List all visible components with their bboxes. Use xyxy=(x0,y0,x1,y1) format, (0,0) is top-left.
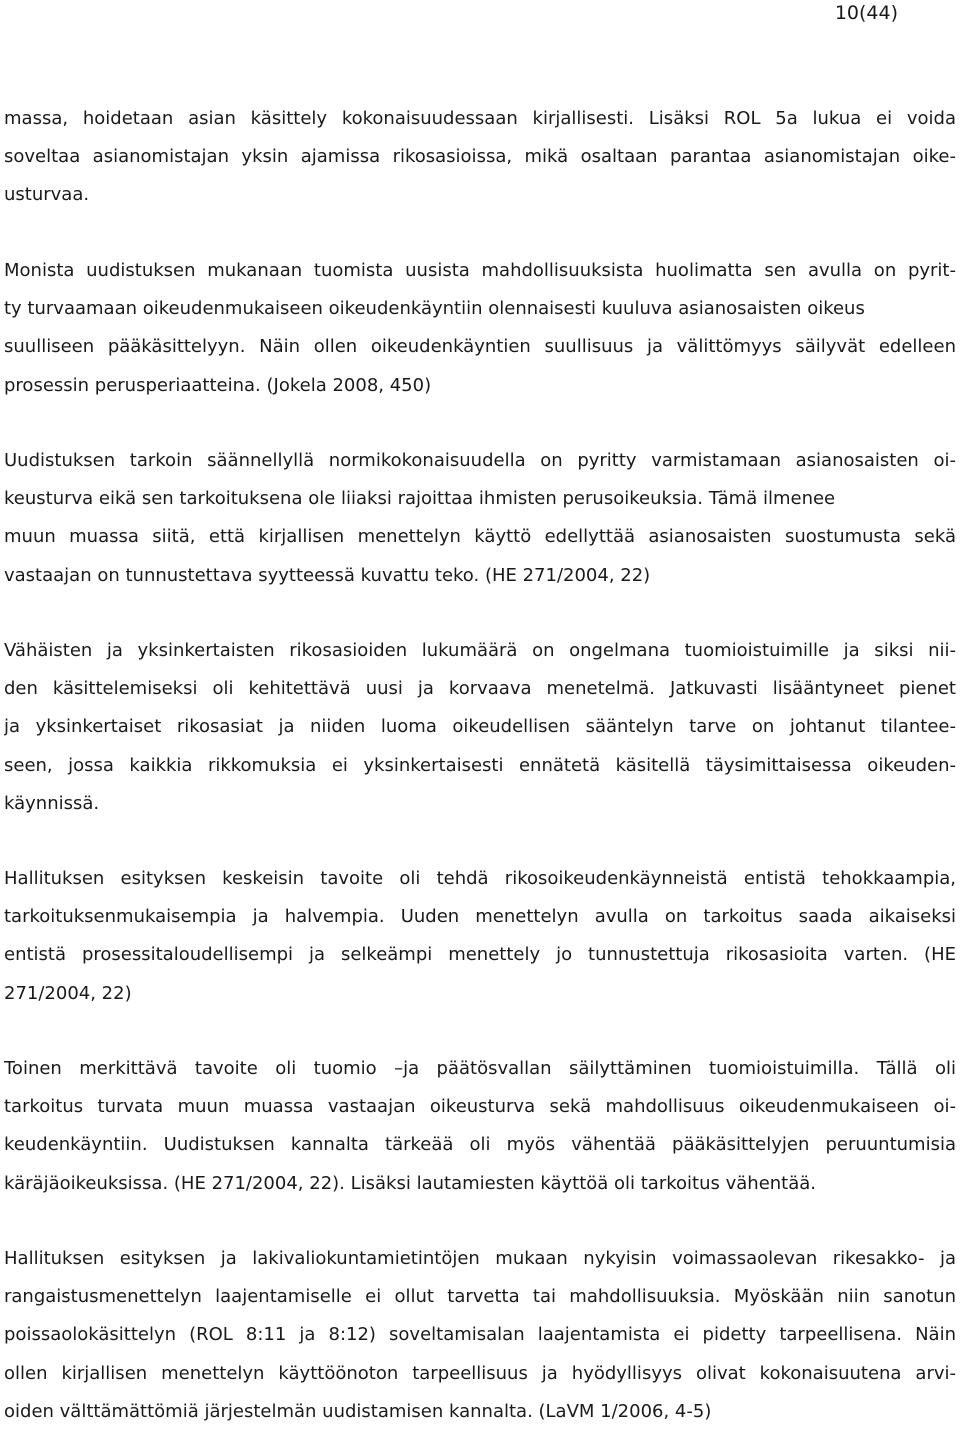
text-line: rangaistusmenettelyn laajentamiselle ei ollut tarvetta tai mahdollisuuksia. Myöskään niin sanotun xyxy=(4,1286,956,1308)
paragraph-4 xyxy=(4,632,956,823)
text-line: keusturva eikä sen tarkoituksena ole liiaksi rajoittaa ihmisten perusoikeuksia. Tämä ilmenee xyxy=(4,488,836,510)
paragraph-3 xyxy=(4,442,956,595)
text-line: suulliseen pääkäsittelyyn. Näin ollen oikeudenkäyntien suullisuus ja välittömyys säilyvät edelleen xyxy=(4,336,956,358)
text-line: soveltaa asianomistajan yksin ajamissa rikosasioissa, mikä osaltaan parantaa asianomistajan oike- xyxy=(4,146,956,168)
text-line: keudenkäyntiin. Uudistuksen kannalta tärkeää oli myös vähentää pääkäsittelyjen peruuntumisia xyxy=(4,1134,956,1156)
text-line: ollen kirjallisen menettelyn käyttöönoton tarpeellisuus ja hyödyllisyys olivat kokonaisuutena arvi- xyxy=(4,1362,956,1384)
text-line: prosessin perusperiaatteina. (Jokela 2008, 450) xyxy=(4,374,432,396)
text-line: käräjäoikeuksissa. (HE 271/2004, 22). Lisäksi lautamiesten käyttöä oli tarkoitus vähentää. xyxy=(4,1172,817,1194)
text-line: massa, hoidetaan asian käsittely kokonaisuudessaan kirjallisesti. Lisäksi ROL 5a lukua ei voida xyxy=(4,108,956,129)
text-line: poissaolokäsittelyn (ROL 8:11 ja 8:12) soveltamisalan laajentamista ei pidetty tarpeellisena. Näin xyxy=(4,1324,956,1346)
text-line: 271/2004, 22) xyxy=(4,982,132,1004)
paragraph-5 xyxy=(4,860,956,1013)
text-line: tarkoituksenmukaisempia ja halvempia. Uuden menettelyn avulla on tarkoitus saada aikaiseksi xyxy=(4,906,956,928)
text-line: Monista uudistuksen mukanaan tuomista uusista mahdollisuuksista huolimatta sen avulla on pyrit- xyxy=(4,260,956,281)
text-line: muun muassa siitä, että kirjallisen menettelyn käyttö edellyttää asianosaisten suostumusta sekä xyxy=(4,526,956,548)
text-line: entistä prosessitaloudellisempi ja selkeämpi menettely jo tunnustettuja rikosasioita varten. (HE xyxy=(4,944,956,966)
text-line: käynnissä. xyxy=(4,792,100,814)
text-line: seen, jossa kaikkia rikkomuksia ei yksinkertaisesti ennätetä käsitellä täysimittaisessa oikeuden- xyxy=(4,754,956,776)
text-line: usturvaa. xyxy=(4,184,90,206)
text-line: vastaajan on tunnustettava syytteessä kuvattu teko. (HE 271/2004, 22) xyxy=(4,564,651,586)
paragraph-1 xyxy=(4,100,956,215)
text-line: ja yksinkertaiset rikosasiat ja niiden luoma oikeudellisen sääntelyn tarve on johtanut tilantee- xyxy=(4,716,956,738)
text-line: Uudistuksen tarkoin säännellyllä normikokonaisuudella on pyritty varmistamaan asianosaisten oi- xyxy=(4,450,956,471)
text-line: Hallituksen esityksen ja lakivaliokuntamietintöjen mukaan nykyisin voimassaolevan rikesakko- ja xyxy=(4,1248,956,1269)
text-line: oiden välttämättömiä järjestelmän uudistamisen kannalta. (LaVM 1/2006, 4-5) xyxy=(4,1400,712,1422)
page-number: 10(44) xyxy=(834,2,898,24)
paragraph-7 xyxy=(4,1240,956,1431)
text-line: den käsittelemiseksi oli kehitettävä uusi ja korvaava menetelmä. Jatkuvasti lisääntyneet pienet xyxy=(4,678,956,700)
text-line: Hallituksen esityksen keskeisin tavoite oli tehdä rikosoikeudenkäynneistä entistä tehokkaampia, xyxy=(4,868,956,889)
paragraph-2 xyxy=(4,252,956,405)
text-line: ty turvaamaan oikeudenmukaiseen oikeudenkäyntiin olennaisesti kuuluva asianosaisten oikeus xyxy=(4,298,865,320)
text-line: Toinen merkittävä tavoite oli tuomio –ja päätösvallan säilyttäminen tuomioistuimilla. Tällä oli xyxy=(4,1058,956,1079)
paragraph-6 xyxy=(4,1050,956,1203)
text-line: Vähäisten ja yksinkertaisten rikosasioiden lukumäärä on ongelmana tuomioistuimille ja siksi nii- xyxy=(4,640,956,661)
text-line: tarkoitus turvata muun muassa vastaajan oikeusturva sekä mahdollisuus oikeudenmukaiseen oi- xyxy=(4,1096,956,1118)
